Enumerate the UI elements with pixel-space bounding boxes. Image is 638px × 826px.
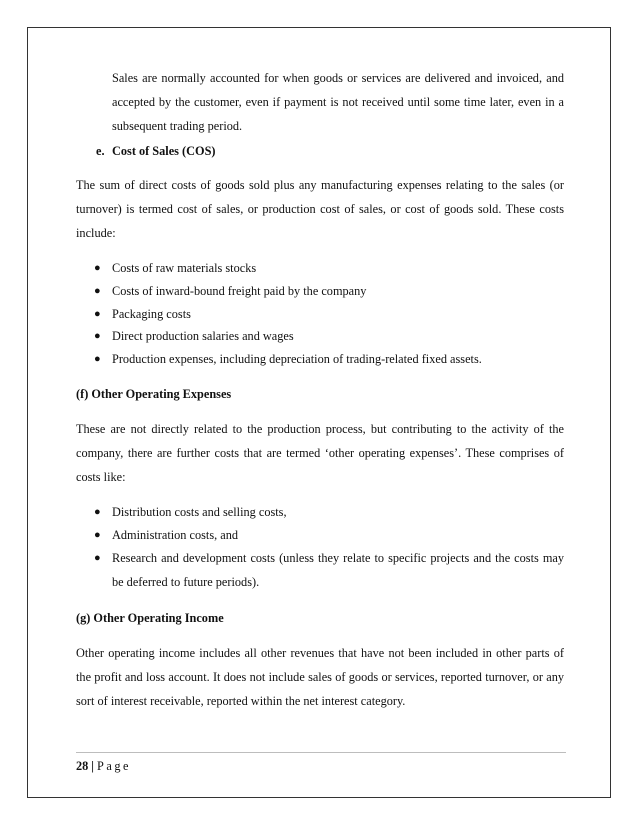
list-item: ● Administration costs, and [76, 524, 564, 547]
list-item: ● Distribution costs and selling costs, [76, 501, 564, 524]
list-item: ● Production expenses, including depreciation of trading-related fixed assets. [76, 348, 564, 371]
section-e-heading [96, 139, 564, 163]
bullet-icon: ● [94, 552, 101, 565]
bullet-icon: ● [94, 262, 101, 275]
section-e-list [76, 257, 564, 370]
section-e-title: Cost of Sales (COS) [112, 143, 216, 158]
footer-divider [76, 752, 566, 753]
list-item: ● Costs of inward-bound freight paid by the company [76, 280, 564, 303]
intro-paragraph: Sales are normally accounted for when goods or services are delivered and invoiced, and accepted by the customer, even if payment is not received until some time later, even in a subsequent trading period. [112, 71, 564, 134]
page-number: 28 [76, 759, 89, 773]
bullet-icon: ● [94, 506, 101, 519]
bullet-icon: ● [94, 352, 101, 365]
section-g-paragraph: Other operating income includes all other revenues that have not been included in other parts of the profit and loss account. It does not include sales of goods or services, reported turnover, or any sort of interest receivable, reported within the net interest category. [76, 645, 564, 708]
section-e-paragraph: The sum of direct costs of goods sold plus any manufacturing expenses relating to the sales (or turnover) is termed cost of sales, or production cost of sales, or cost of goods sold. These costs include: [76, 177, 564, 241]
section-g-heading: (g) Other Operating Income [76, 611, 224, 626]
list-item: ● Research and development costs (unless they relate to specific projects and the costs may be deferred to future periods). [76, 546, 564, 594]
list-item: ● Direct production salaries and wages [76, 325, 564, 348]
page-content [76, 66, 564, 713]
list-item: ● Packaging costs [76, 303, 564, 326]
bullet-icon: ● [94, 528, 101, 541]
page-label: Page [97, 759, 131, 773]
section-f-list [76, 501, 564, 594]
bullet-icon: ● [94, 307, 101, 320]
bullet-icon: ● [94, 285, 101, 298]
section-f-paragraph: These are not directly related to the production process, but contributing to the activity of the company, there are further costs that are termed ‘other operating expenses’. These comprises of costs like: [76, 421, 564, 484]
footer-separator: | [91, 759, 95, 773]
list-item: ● Costs of raw materials stocks [76, 257, 564, 280]
page-footer [76, 756, 131, 776]
section-f-heading: (f) Other Operating Expenses [76, 387, 232, 402]
section-e-letter: e. [96, 143, 105, 158]
bullet-icon: ● [94, 330, 101, 343]
